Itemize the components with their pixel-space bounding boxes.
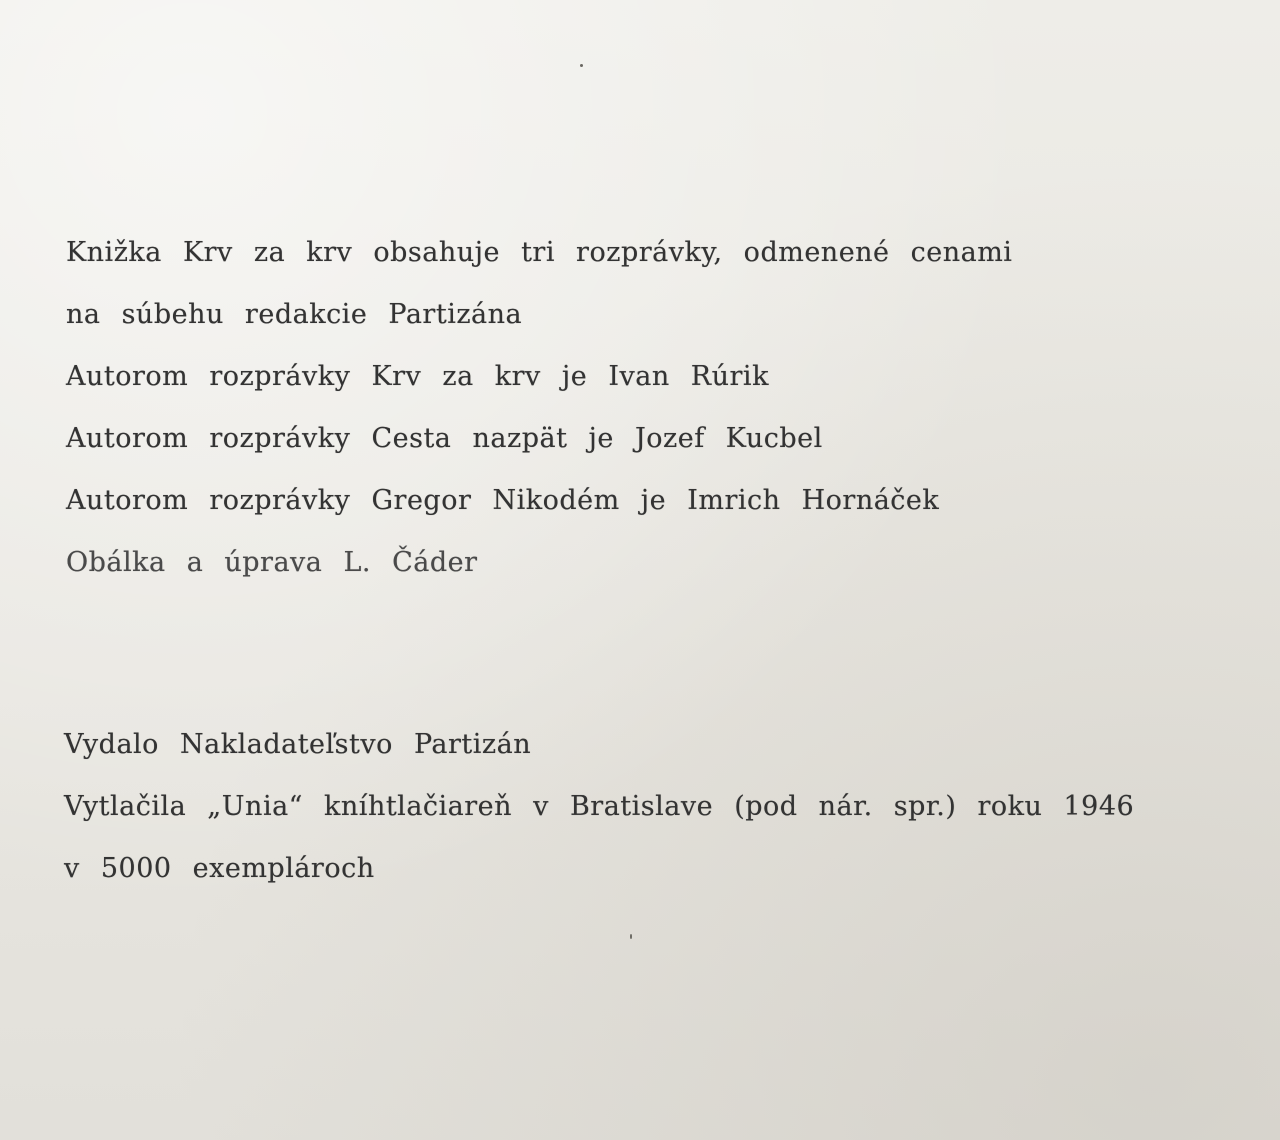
credits-line-6: Obálka a úprava L. Čáder — [66, 547, 478, 578]
credits-block — [66, 222, 1012, 594]
paper-speck — [580, 64, 583, 67]
credits-line-2: na súbehu redakcie Partizána — [66, 299, 523, 330]
credits-line-1: Knižka Krv za krv obsahuje tri rozprávky, odmenené cenami — [66, 237, 1013, 268]
imprint-line-1: Vydalo Nakladateľstvo Partizán — [64, 729, 532, 760]
imprint-block — [64, 714, 1134, 900]
credits-line-4: Autorom rozprávky Cesta nazpät je Jozef Kucbel — [66, 423, 823, 454]
imprint-line-2: Vytlačila „Unia“ kníhtlačiareň v Bratislave (pod nár. spr.) roku 1946 — [64, 791, 1135, 822]
credits-line-3: Autorom rozprávky Krv za krv je Ivan Rúrik — [66, 361, 769, 392]
imprint-line-3: v 5000 exemplároch — [64, 853, 375, 884]
credits-line-5: Autorom rozprávky Gregor Nikodém je Imrich Hornáček — [66, 485, 940, 516]
paper-speck — [630, 934, 632, 939]
